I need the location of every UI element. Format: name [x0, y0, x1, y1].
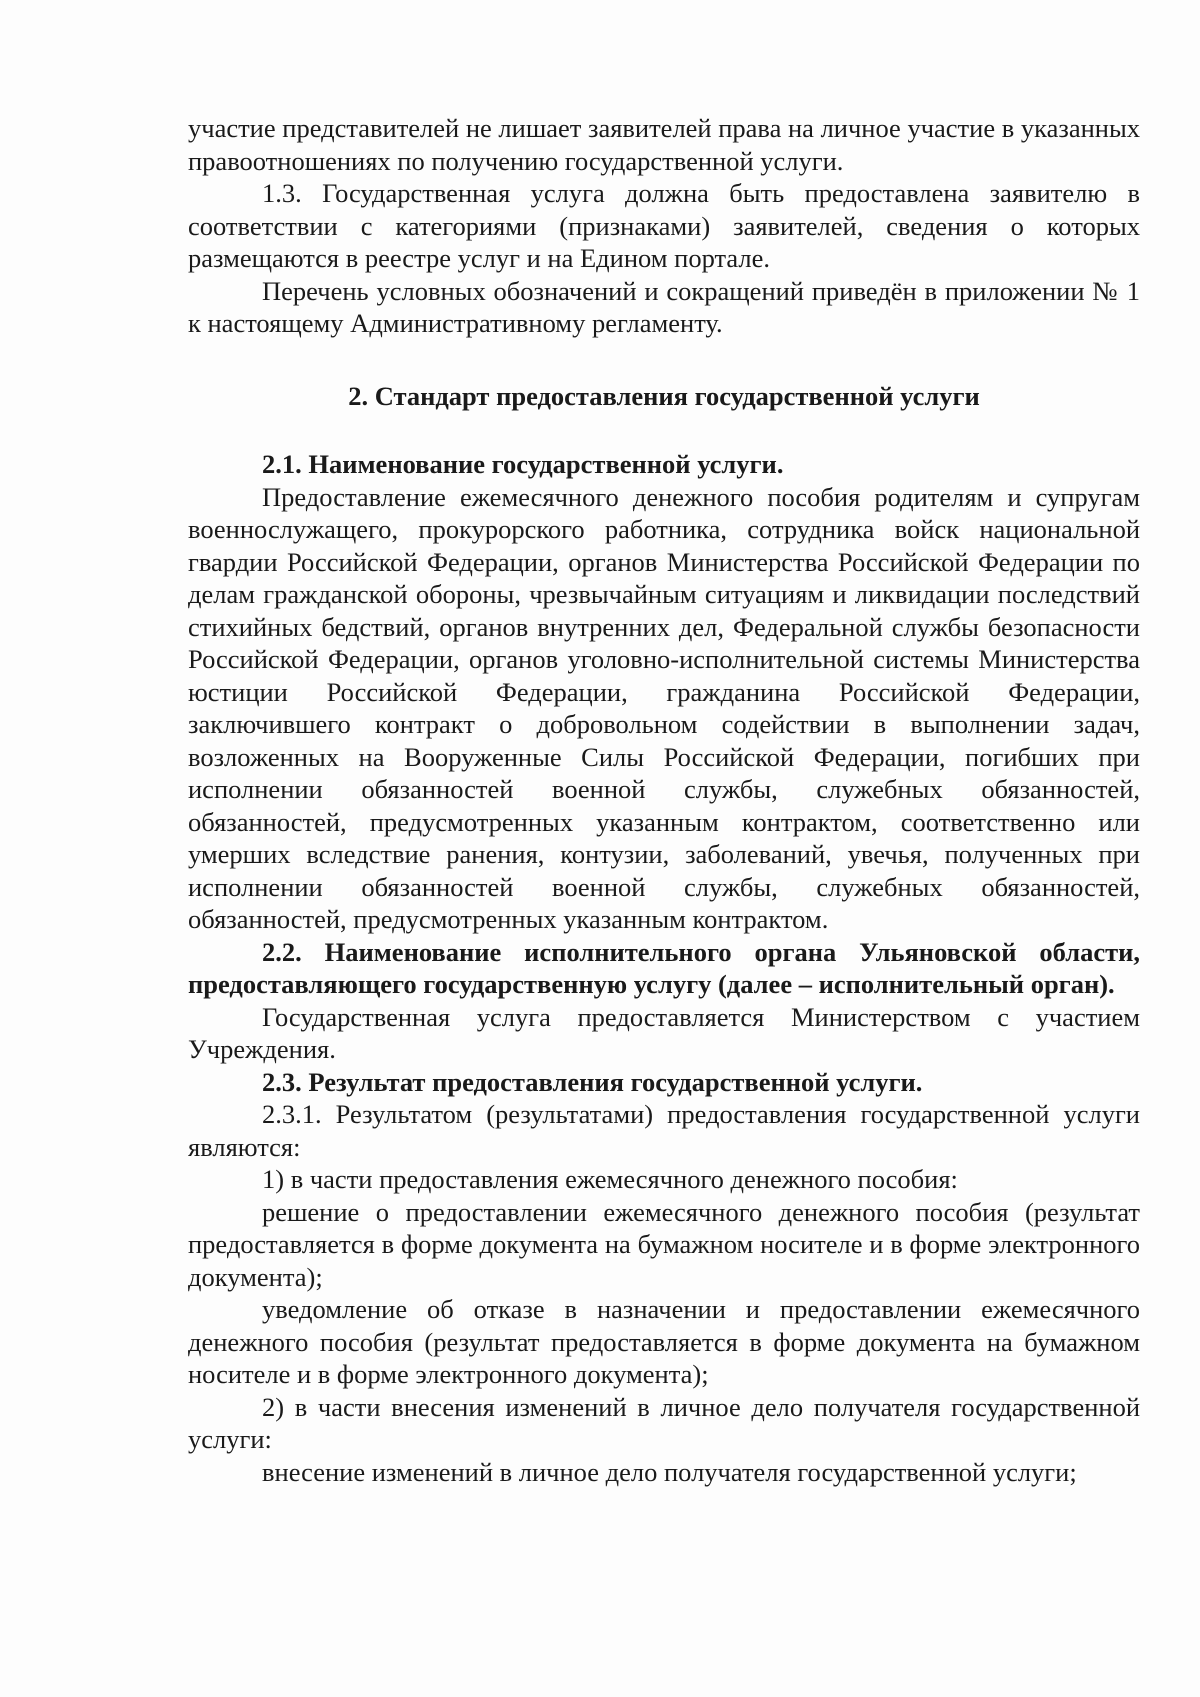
section-heading-2: 2. Стандарт предоставления государственной услуги [348, 380, 980, 411]
paragraph-changes: внесение изменений в личное дело получателя государственной услуги; [262, 1456, 1077, 1487]
paragraph-service-name: Предоставление ежемесячного денежного пособия родителям и супругам военнослужащего, прокурорского работника, сотрудника войск национальной гвардии Российской Федерации, органов Министерства Российской Федерации по делам гражданской обороны, чрезвычайным ситуациям и ликвидации последствий стихийных бедствий, органов внутренних дел, Федеральной службы безопасности Российской Федерации, органов уголовно-исполнительной системы Министерства юстиции Российской Федерации, гражданина Российской Федерации, заключившего контракт о добровольном содействии в выполнении задач, возложенных на Вооруженные Силы Российской Федерации, погибших при исполнении обязанностей военной службы, служебных обязанностей, обязанностей, предусмотренных указанным контрактом, соответственно или умерших вследствие ранения, контузии, заболеваний, увечья, полученных при исполнении обязанностей военной службы, служебных обязанностей, обязанностей, предусмотренных указанным контрактом. [188, 481, 1140, 934]
document-body [188, 112, 1140, 1488]
paragraph-1-3: 1.3. Государственная услуга должна быть предоставлена заявителю в соответствии с категориями (признаками) заявителей, сведения о которых размещаются в реестре услуг и на Едином портале. [188, 178, 1140, 273]
subheading-2-3: 2.3. Результат предоставления государственной услуги. [262, 1066, 923, 1097]
subheading-2-1: 2.1. Наименование государственной услуги. [262, 449, 784, 479]
subheading-2-2: 2.2. Наименование исполнительного органа Ульяновской области, предоставляющего государственную услугу (далее – исполнительный орган). [188, 936, 1140, 999]
paragraph-2-3-1: 2.3.1. Результатом (результатами) предоставления государственной услуги являются: [188, 1099, 1140, 1162]
list-item-1: 1) в части предоставления ежемесячного денежного пособия: [262, 1164, 958, 1194]
list-item-2: 2) в части внесения изменений в личное дело получателя государственной услуги: [188, 1391, 1140, 1454]
paragraph-abbreviations: Перечень условных обозначений и сокращений приведён в приложении № 1 к настоящему Административному регламенту. [188, 275, 1140, 338]
paragraph-refusal: уведомление об отказе в назначении и предоставлении ежемесячного денежного пособия (результат предоставляется в форме документа на бумажном носителе и в форме электронного документа); [188, 1294, 1140, 1389]
paragraph-continuation: участие представителей не лишает заявителей права на личное участие в указанных правоотношениях по получению государственной услуги. [188, 113, 1140, 176]
paragraph-provider: Государственная услуга предоставляется Министерством с участием Учреждения. [188, 1001, 1140, 1064]
paragraph-decision: решение о предоставлении ежемесячного денежного пособия (результат предоставляется в форме документа на бумажном носителе и в форме электронного документа); [188, 1196, 1140, 1292]
